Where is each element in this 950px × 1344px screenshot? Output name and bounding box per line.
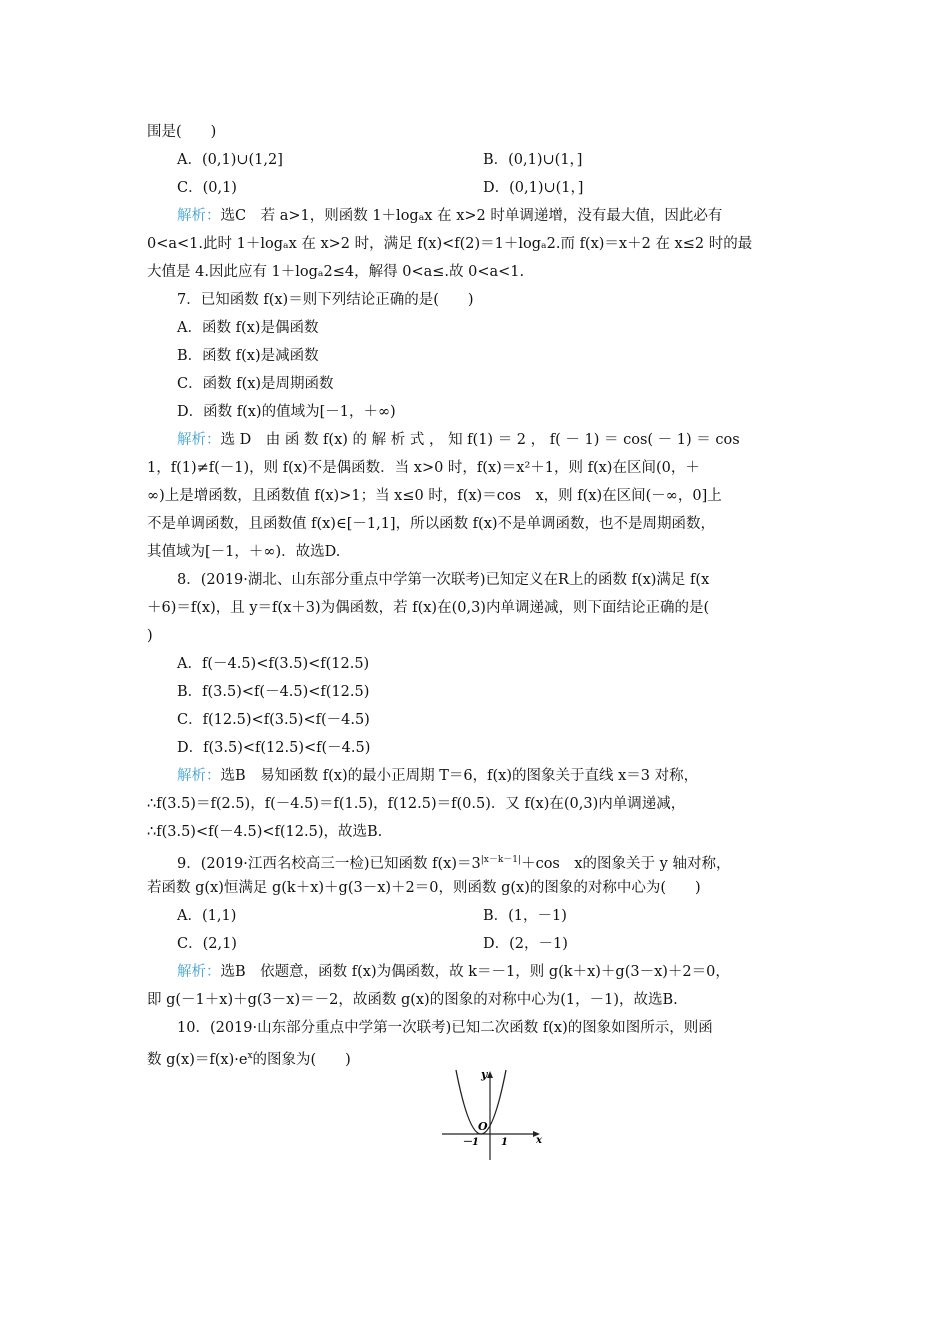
q7-option-d: D．函数 f(x)的值域为[－1，＋∞) bbox=[177, 404, 396, 420]
q6-tail: 围是( ) bbox=[147, 124, 217, 140]
parabola-figure bbox=[440, 1068, 550, 1162]
tick-label-neg-one: －1 bbox=[462, 1137, 479, 1148]
q7-solution-line-1: 解析：选 D 由 函 数 f(x) 的 解 析 式 ， 知 f(1) ＝ 2 ， f( － 1) ＝ cos( － 1) ＝ cos bbox=[177, 432, 740, 448]
q6-option-b: B．(0,1)∪(1，] bbox=[483, 152, 583, 168]
q9-stem-line-1: 9．(2019·江西名校高三一检)已知函数 $f(x)=3^{|x-k-1|}+\cos$ x的图象关于 y 轴对称， bbox=[177, 855, 731, 872]
q8-stem-line-1: 8．(2019·湖北、山东部分重点中学第一次联考)已知定义在R上的函数 f(x)满足 f(x bbox=[177, 572, 710, 588]
q9-option-a: A．(1,1) bbox=[177, 908, 237, 924]
q9-option-d: D．(2，－1) bbox=[483, 936, 568, 952]
solution-label: 解析： bbox=[177, 432, 221, 448]
q8-solution-line-2: ∴f(3.5)＝f(2.5)，f(－4.5)＝f(1.5)，f(12.5)＝f(0.5)．又 f(x)在(0,3)内单调递减， bbox=[147, 796, 686, 812]
solution-label: 解析： bbox=[177, 768, 221, 784]
q6-solution-line-1: 解析：选C 若 a>1，则函数 1＋logₐx 在 x>2 时单调递增，没有最大值，因此必有 bbox=[177, 208, 723, 224]
q8-stem-line-3: ) bbox=[147, 628, 153, 644]
y-axis-label: y bbox=[481, 1068, 488, 1081]
q7-option-b: B．函数 f(x)是减函数 bbox=[177, 348, 319, 364]
q8-option-d: D．f(3.5)<f(12.5)<f(－4.5) bbox=[177, 740, 371, 756]
q9-solution-line-2: 即 g(－1＋x)＋g(3－x)＝－2，故函数 g(x)的图象的对称中心为(1，－1)，故选B. bbox=[147, 992, 678, 1008]
q8-solution-line-1: 解析：选B 易知函数 f(x)的最小正周期 T＝6，f(x)的图象关于直线 x＝3 对称， bbox=[177, 768, 699, 784]
q6-solution-line-3: 大值是 4.因此应有 1＋logₐ2≤4，解得 0<a≤.故 0<a<1. bbox=[147, 264, 525, 280]
q6-option-a: A．(0,1)∪(1,2] bbox=[177, 152, 283, 168]
tick-label-one: 1 bbox=[501, 1137, 508, 1148]
q7-option-c: C．函数 f(x)是周期函数 bbox=[177, 376, 334, 392]
q10-stem-line-2: 数 $g(x)=f(x)\cdot e^x$的图象为( ) bbox=[147, 1051, 351, 1068]
q8-solution-line-3: ∴f(3.5)<f(－4.5)<f(12.5)，故选B. bbox=[147, 824, 383, 840]
q7-solution-line-2: 1，f(1)≠f(－1)，则 f(x)不是偶函数．当 x>0 时，f(x)＝x²＋1，则 f(x)在区间(0，＋ bbox=[147, 460, 700, 476]
q7-option-a: A．函数 f(x)是偶函数 bbox=[177, 320, 319, 336]
q10-stem-line-1: 10．(2019·山东部分重点中学第一次联考)已知二次函数 f(x)的图象如图所示，则函 bbox=[177, 1020, 713, 1036]
q7-solution-line-4: 不是单调函数，且函数值 f(x)∈[－1,1]，所以函数 f(x)不是单调函数，也不是周期函数， bbox=[147, 516, 716, 532]
q7-solution-line-5: 其值域为[－1，＋∞)．故选D. bbox=[147, 544, 341, 560]
x-axis-label: x bbox=[536, 1135, 542, 1146]
q6-option-d: D．(0,1)∪(1，] bbox=[483, 180, 584, 196]
q8-option-a: A．f(－4.5)<f(3.5)<f(12.5) bbox=[177, 656, 370, 672]
solution-label: 解析： bbox=[177, 208, 221, 224]
q8-option-b: B．f(3.5)<f(－4.5)<f(12.5) bbox=[177, 684, 370, 700]
q8-option-c: C．f(12.5)<f(3.5)<f(－4.5) bbox=[177, 712, 370, 728]
q6-option-c: C．(0,1) bbox=[177, 180, 237, 196]
y-axis-arrow bbox=[487, 1071, 493, 1078]
q6-solution-line-2: 0<a<1.此时 1＋logₐx 在 x>2 时，满足 f(x)<f(2)＝1＋logₐ2.而 f(x)＝x＋2 在 x≤2 时的最 bbox=[147, 236, 753, 252]
solution-label: 解析： bbox=[177, 964, 221, 980]
q9-option-c: C．(2,1) bbox=[177, 936, 237, 952]
q7-stem: 7．已知函数 f(x)＝则下列结论正确的是( ) bbox=[177, 292, 474, 308]
q7-solution-line-3: ∞)上是增函数，且函数值 f(x)>1；当 x≤0 时，f(x)＝cos x，则 f(x)在区间(－∞，0]上 bbox=[147, 488, 722, 504]
q9-stem-line-2: 若函数 g(x)恒满足 g(k＋x)＋g(3－x)＋2＝0，则函数 g(x)的图象的对称中心为( ) bbox=[147, 880, 701, 896]
origin-label: O bbox=[478, 1120, 488, 1133]
q9-solution-line-1: 解析：选B 依题意，函数 f(x)为偶函数，故 k＝－1，则 g(k＋x)＋g(3－x)＋2＝0， bbox=[177, 964, 730, 980]
q9-option-b: B．(1，－1) bbox=[483, 908, 567, 924]
q8-stem-line-2: ＋6)＝f(x)，且 y＝f(x＋3)为偶函数，若 f(x)在(0,3)内单调递减，则下面结论正确的是( bbox=[147, 600, 710, 616]
